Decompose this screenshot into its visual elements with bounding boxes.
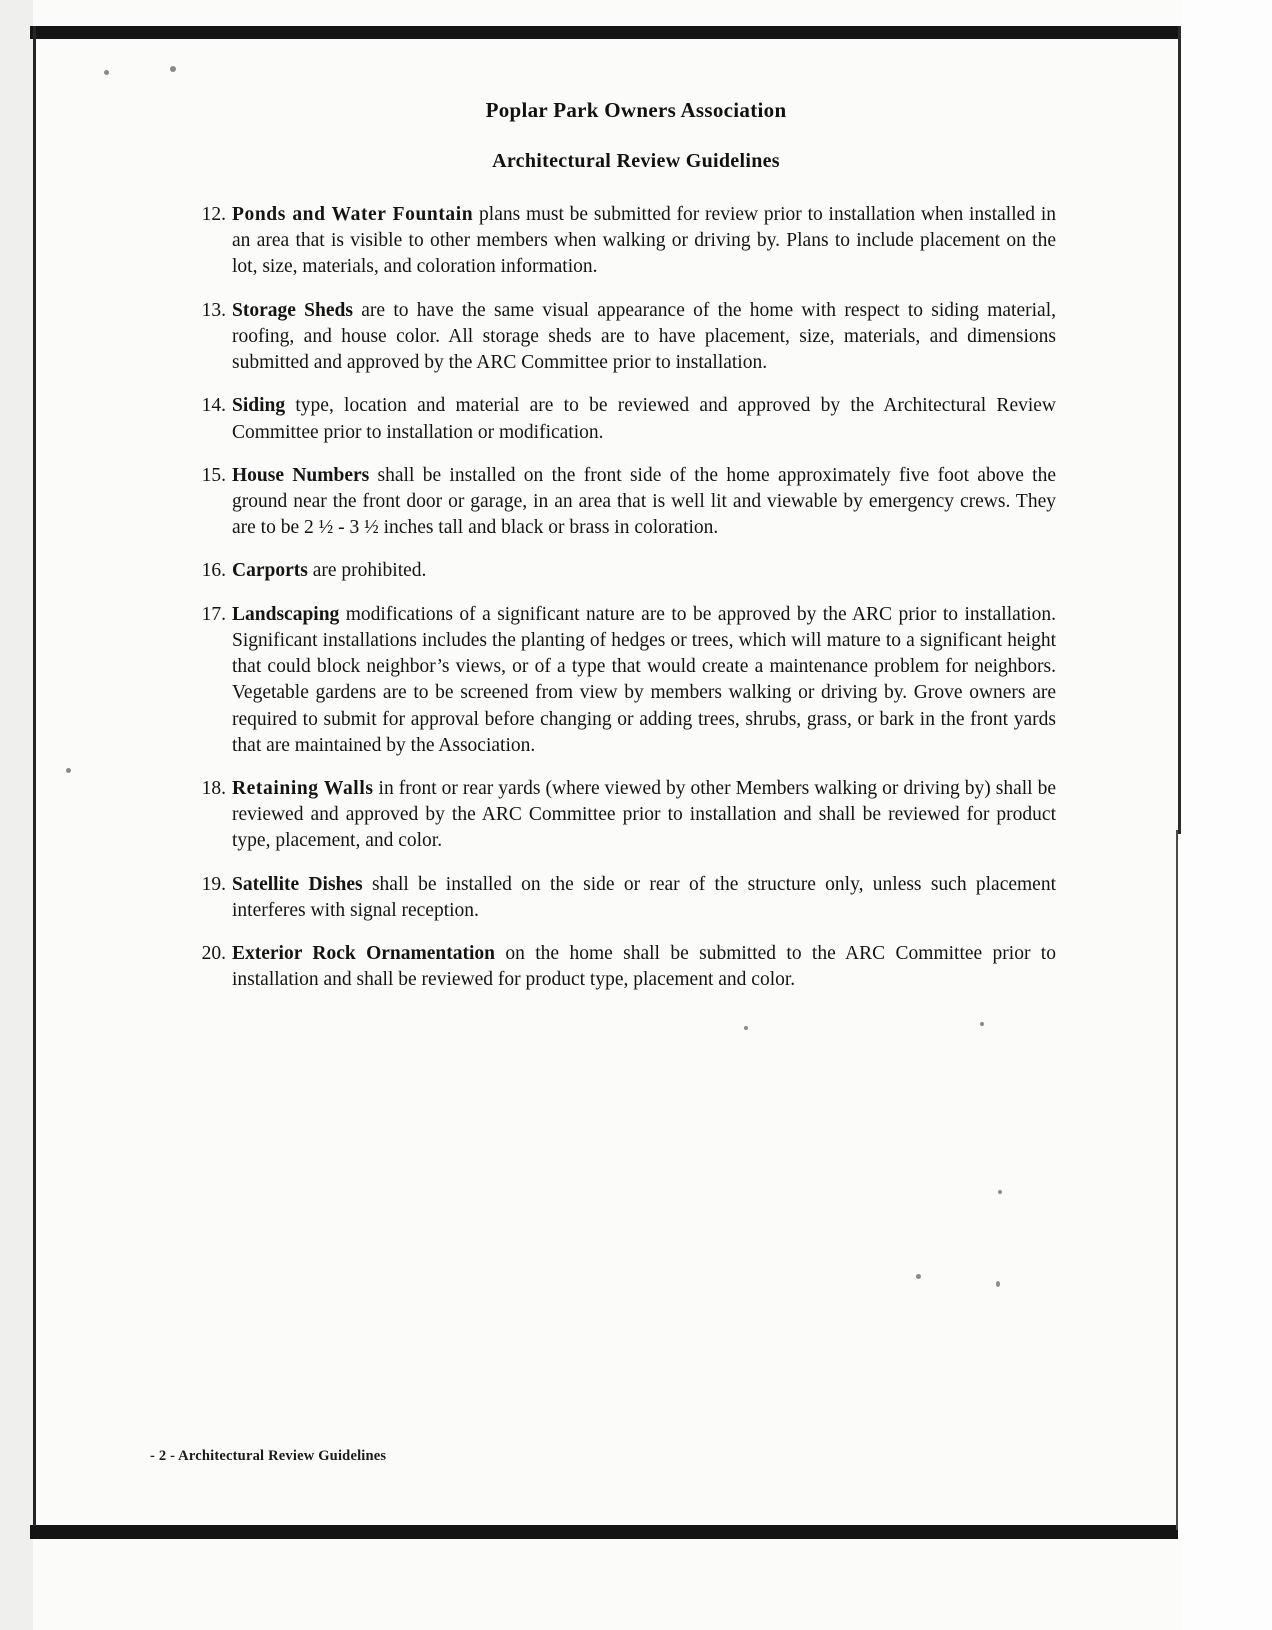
list-item [196,872,1056,924]
list-item [196,941,1056,993]
clause-text: type, location and material are to be reviewed and approved by the Architectural Review Committee prior to installation or modification. [232,395,1056,443]
list-item [196,393,1056,445]
clause-lead: Retaining Walls [232,777,374,799]
page-subtitle: Architectural Review Guidelines [492,150,780,172]
clause-number: 12. [201,204,226,225]
clause-number: 14. [201,395,226,417]
clause-text: are prohibited. [307,560,427,582]
clause-lead: House Numbers [232,464,370,486]
clause-text: on the home shall be submitted to the ARC Committee prior to installation and shall be reviewed for product type, placement and color. [232,943,1056,991]
list-item [196,202,1056,281]
list-item [196,776,1056,855]
guidelines-list [196,202,1056,1010]
list-item [196,558,1056,584]
page-title: Poplar Park Owners Association [485,98,787,122]
clause-number: 20. [201,943,226,965]
clause-lead: Ponds and Water Fountain [232,204,474,225]
page-footer: - 2 - Architectural Review Guidelines [150,1448,387,1464]
clause-lead: Exterior Rock Ornamentation [232,943,496,965]
clause-lead: Satellite Dishes [232,873,363,895]
list-item [196,602,1056,759]
clause-text: shall be installed on the front side of the home approximately five foot above the ground near the front door or garage, in an area that is well lit and viewable by emergency crews. They are to be 2 ½ - 3 ½ inches tall and black or brass in coloration. [232,464,1056,539]
clause-lead: Storage Sheds [232,299,353,321]
clause-number: 13. [201,299,226,321]
clause-lead: Landscaping [232,603,340,625]
clause-text: plans must be submitted for review prior to installation when installed in an area that is visible to other members when walking or driving by. Plans to include placement on the lot, size, materials, and coloration information. [232,204,1056,278]
clause-number: 16. [201,560,226,582]
clause-text: modifications of a significant nature are to be approved by the ARC prior to installation. Significant installations includes the planting of hedges or trees, which will mature to a significant height that could block neighbor’s views, or of a type that would create a maintenance problem for neighbors. Vegetable gardens are to be screened from view by members walking or driving by. Grove owners are required to submit for approval before changing or adding trees, shrubs, grass, or bark in the front yards that are maintained by the Association. [232,603,1056,756]
clause-number: 15. [201,464,226,486]
list-item [196,463,1056,542]
clause-lead: Carports [232,560,308,582]
list-item [196,298,1056,377]
clause-number: 18. [201,777,226,799]
clause-lead: Siding [232,395,286,417]
clause-number: 19. [201,873,226,895]
clause-text: shall be installed on the side or rear of the structure only, unless such placement interferes with signal reception. [232,873,1057,921]
clause-number: 17. [201,603,226,625]
clause-text: in front or rear yards (where viewed by other Members walking or driving by) shall be reviewed and approved by the ARC Committee prior to installation and shall be reviewed for product type, placement, and color. [232,777,1056,852]
clause-text: are to have the same visual appearance of the home with respect to siding material, roofing, and house color. All storage sheds are to have placement, size, materials, and dimensions submitted and approved by the ARC Committee prior to installation. [232,299,1056,374]
